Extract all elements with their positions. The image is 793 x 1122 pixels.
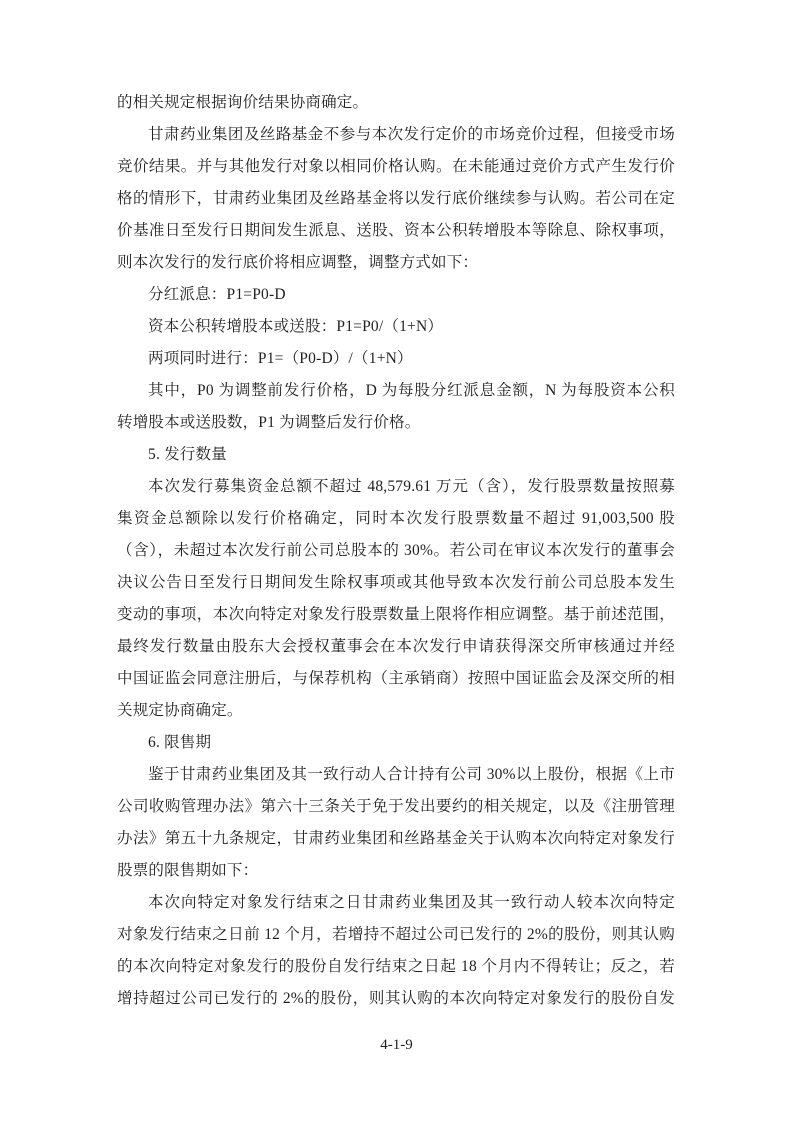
para-lockup-basis-line-4: 股票的限售期如下：	[117, 862, 259, 879]
para-market-bidding-line-2: 竞价结果。并与其他发行对象以相同价格认购。在未能通过竞价方式产生发行价	[117, 158, 675, 175]
formula-both-simultaneous	[117, 343, 675, 375]
para-issue-quantity	[117, 471, 675, 727]
document-body	[117, 87, 675, 1015]
para-lockup-terms-line-3: 的本次向特定对象发行的股份自发行结束之日起 18 个月内不得转让；反之，若	[117, 958, 675, 975]
heading-lockup-period: 6. 限售期	[148, 734, 212, 751]
heading-lockup-period	[117, 727, 675, 759]
heading-issue-quantity: 5. 发行数量	[148, 446, 227, 463]
formula-both-simultaneous: 两项同时进行：P1=（P0-D）/（1+N）	[148, 350, 413, 367]
para-market-bidding-line-1: 甘肃药业集团及丝路基金不参与本次发行定价的市场竞价过程，但接受市场	[148, 126, 675, 143]
para-issue-quantity-line-5: 变动的事项，本次向特定对象发行股票数量上限将作相应调整。基于前述范围，	[117, 606, 675, 623]
para-formula-definitions-line-2: 转增股本或送股数，P1 为调整后发行价格。	[117, 414, 421, 431]
para-lockup-basis-line-3: 办法》第五十九条规定，甘肃药业集团和丝路基金关于认购本次向特定对象发行	[117, 830, 675, 847]
page-number: 4-1-9	[380, 1037, 413, 1053]
formula-dividend: 分红派息：P1=P0-D	[148, 286, 286, 303]
para-market-bidding-line-4: 价基准日至发行日期间发生派息、送股、资本公积转增股本等除息、除权事项，	[117, 222, 675, 239]
formula-capitalization-or-bonus: 资本公积转增股本或送股：P1=P0/（1+N）	[148, 318, 444, 335]
para-issue-quantity-line-3: （含），未超过本次发行前公司总股本的 30%。若公司在审议本次发行的董事会	[117, 542, 675, 559]
para-issue-quantity-line-6: 最终发行数量由股东大会授权董事会在本次发行申请获得深交所审核通过并经	[117, 638, 675, 655]
para-issue-quantity-line-7: 中国证监会同意注册后，与保荐机构（主承销商）按照中国证监会及深交所的相	[117, 670, 675, 687]
para-lockup-basis-line-2: 公司收购管理办法》第六十三条关于免于发出要约的相关规定，以及《注册管理	[117, 798, 675, 815]
para-lockup-basis-line-1: 鉴于甘肃药业集团及其一致行动人合计持有公司 30%以上股份，根据《上市	[148, 766, 675, 783]
para-market-bidding-line-3: 格的情形下，甘肃药业集团及丝路基金将以发行底价继续参与认购。若公司在定	[117, 190, 675, 207]
formula-capitalization-or-bonus	[117, 311, 675, 343]
formula-dividend	[117, 279, 675, 311]
para-issue-quantity-line-2: 集资金总额除以发行价格确定，同时本次发行股票数量不超过 91,003,500 股	[117, 510, 675, 527]
para-lockup-terms	[117, 887, 675, 1015]
para-lockup-basis	[117, 759, 675, 887]
heading-issue-quantity	[117, 439, 675, 471]
para-lockup-terms-line-1: 本次向特定对象发行结束之日甘肃药业集团及其一致行动人较本次向特定	[148, 894, 675, 911]
para-lockup-terms-line-2: 对象发行结束之日前 12 个月，若增持不超过公司已发行的 2%的股份，则其认购	[117, 926, 675, 943]
para-pricing-continued	[117, 87, 675, 119]
para-formula-definitions	[117, 375, 675, 439]
para-issue-quantity-line-4: 决议公告日至发行日期间发生除权事项或其他导致本次发行前公司总股本发生	[117, 574, 675, 591]
para-market-bidding	[117, 119, 675, 279]
para-market-bidding-line-5: 则本次发行的发行底价将相应调整，调整方式如下：	[117, 254, 479, 271]
para-lockup-terms-line-4: 增持超过公司已发行的 2%的股份，则其认购的本次向特定对象发行的股份自发	[117, 990, 675, 1007]
para-issue-quantity-line-8: 关规定协商确定。	[117, 702, 243, 719]
para-issue-quantity-line-1: 本次发行募集资金总额不超过 48,579.61 万元（含），发行股票数量按照募	[148, 478, 675, 495]
para-pricing-continued: 的相关规定根据询价结果协商确定。	[117, 94, 369, 111]
para-formula-definitions-line-1: 其中，P0 为调整前发行价格，D 为每股分红派息金额，N 为每股资本公积	[148, 382, 675, 399]
